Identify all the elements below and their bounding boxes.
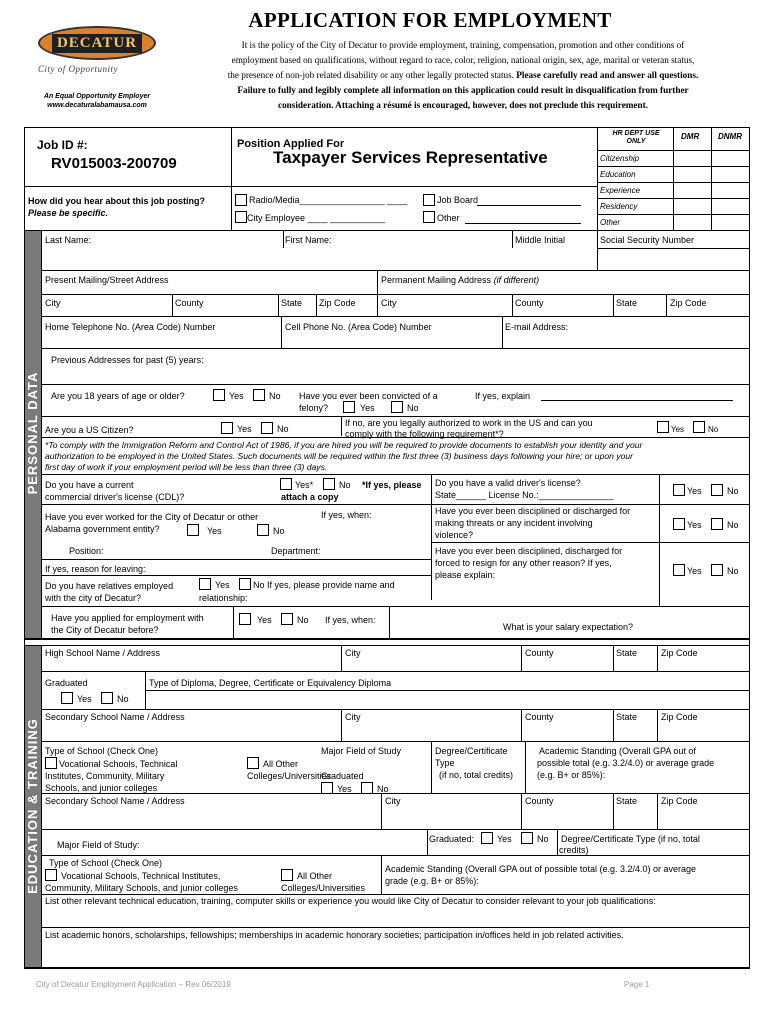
- dl-no-checkbox[interactable]: [711, 484, 723, 496]
- violence-yes-checkbox[interactable]: [673, 518, 685, 530]
- all-other-label: All Other: [263, 759, 299, 769]
- authorized-yes-label: Yes: [671, 425, 685, 434]
- forced-yes-label: Yes: [687, 566, 702, 576]
- city-employee-label: City Employee ____ ___________: [247, 213, 386, 223]
- ss2-graduated-label: Graduated:: [429, 834, 475, 844]
- last-name-label: Last Name:: [45, 235, 92, 245]
- all-other-checkbox[interactable]: [247, 757, 259, 769]
- relatives-question-line2: with the city of Decatur?: [45, 593, 142, 603]
- position-label: Position Applied For: [237, 138, 345, 150]
- hr-row-experience: Experience: [600, 186, 641, 195]
- reason-leaving-label: If yes, reason for leaving:: [45, 564, 146, 574]
- zip-label: Zip Code: [319, 298, 356, 308]
- cdl-attach-note: *If yes, please: [362, 480, 422, 490]
- hs-zip-label: Zip Code: [661, 648, 698, 658]
- colleges-label: Colleges/Universities: [247, 771, 332, 781]
- cdl-attach-copy: attach a copy: [281, 492, 339, 502]
- home-phone-label: Home Telephone No. (Area Code) Number: [45, 322, 216, 332]
- violence-question-line2: making threats or any incident involving: [435, 518, 593, 528]
- violence-yes-label: Yes: [687, 520, 702, 530]
- equal-opportunity-text: An Equal Opportunity Employer: [43, 93, 151, 100]
- policy-emphasis: Please carefully read and answer all questions.: [516, 70, 699, 80]
- forced-question-line3: please explain:: [435, 570, 496, 580]
- if-different-text: (if different): [493, 275, 540, 285]
- hs-state-label: State: [616, 648, 638, 658]
- radio-media-label: Radio/Media_________________ ____: [249, 195, 408, 205]
- policy-statement: [172, 38, 754, 113]
- personal-data-label: PERSONAL DATA: [25, 371, 40, 495]
- website-text: www.decaturalabamausa.com: [47, 102, 147, 109]
- age-question: Are you 18 years of age or older?: [51, 391, 185, 401]
- ss-county-label: County: [525, 712, 554, 722]
- felony-question-line1: Have you ever been convicted of a: [299, 391, 438, 401]
- applied-before-line1: Have you applied for employment with: [51, 613, 204, 623]
- age-yes-checkbox[interactable]: [213, 389, 225, 401]
- applied-no-checkbox[interactable]: [281, 613, 293, 625]
- relatives-provide-label: [253, 580, 395, 591]
- major-field-2-label: Major Field of Study:: [57, 840, 140, 850]
- dl-no-label: No: [727, 486, 739, 496]
- degree-cert-line1: Degree/Certificate: [435, 746, 508, 756]
- ss2-graduated-no-checkbox[interactable]: [521, 832, 533, 844]
- cell-phone-label: Cell Phone No. (Area Code) Number: [285, 322, 432, 332]
- forced-question-line2: forced to resign for any other reason? If yes,: [435, 558, 612, 568]
- present-address-label: Present Mailing/Street Address: [45, 275, 169, 285]
- authorized-question-line2: comply with the following requirement*?: [345, 429, 504, 439]
- logo-text: DECATUR: [52, 34, 142, 53]
- job-board-label: Job Board: [437, 195, 479, 205]
- hr-row-other: Other: [600, 218, 621, 227]
- citizen-yes-label: Yes: [237, 424, 252, 434]
- citizen-yes-checkbox[interactable]: [221, 422, 233, 434]
- authorized-no-checkbox[interactable]: [693, 421, 705, 433]
- felony-yes-checkbox[interactable]: [343, 401, 355, 413]
- cdl-question-line1: Do you have a current: [45, 480, 134, 490]
- perm-zip-label: Zip Code: [670, 298, 707, 308]
- perm-city-label: City: [381, 298, 397, 308]
- first-name-label: First Name:: [285, 235, 332, 245]
- city-signature-logo: City of Opportunity: [38, 64, 118, 74]
- all-other-2-checkbox[interactable]: [281, 869, 293, 881]
- hr-row-residency: Residency: [600, 202, 638, 211]
- colleges-2-label: Colleges/Universities: [281, 883, 366, 893]
- hr-dept-text: HR DEPT USE: [612, 130, 660, 137]
- degree-cert-line2: Type: [435, 758, 455, 768]
- ss2-county-label: County: [525, 796, 554, 806]
- city-label: City: [45, 298, 61, 308]
- irca-line3: first day of work if your employment period will be less than three (3) days.: [45, 462, 328, 472]
- cdl-no-label: No: [339, 480, 351, 490]
- hs-graduated-yes-label: Yes: [77, 694, 92, 704]
- citizen-no-label: No: [277, 424, 289, 434]
- position-value: Taxpayer Services Representative: [273, 148, 548, 167]
- hr-dept-label: [601, 130, 671, 146]
- policy-line: Failure to fully and legibly complete all information on this application could result in disqualification from further: [237, 85, 689, 95]
- academic-standing-line1: Academic Standing (Overall GPA out of: [539, 746, 696, 756]
- ss2-graduated-yes-checkbox[interactable]: [481, 832, 493, 844]
- relatives-no-label: No: [253, 580, 265, 590]
- worked-yes-label: Yes: [207, 526, 222, 536]
- secondary-school-2-label: Secondary School Name / Address: [45, 796, 185, 806]
- permanent-address-label: [381, 275, 539, 286]
- state-label: State: [281, 298, 303, 308]
- degree-cert-b-line2: credits): [559, 845, 589, 855]
- applied-before-line2: the City of Decatur before?: [51, 625, 159, 635]
- citizen-no-checkbox[interactable]: [261, 422, 273, 434]
- violence-no-label: No: [727, 520, 739, 530]
- forced-question-line1: Have you ever been disciplined, discharged for: [435, 546, 623, 556]
- worked-question-line2: Alabama government entity?: [45, 524, 160, 534]
- authorized-no-label: No: [708, 425, 719, 434]
- ss2-state-label: State: [616, 796, 638, 806]
- high-school-label: High School Name / Address: [45, 648, 161, 658]
- type-school-label: Type of School (Check One): [45, 746, 159, 756]
- diploma-type-label: Type of Diploma, Degree, Certificate or Equivalency Diploma: [149, 678, 392, 688]
- vocational-2-line1: Vocational Schools, Technical Institutes,: [61, 871, 221, 881]
- applied-yes-label: Yes: [257, 615, 272, 625]
- cdl-question-line2: commercial driver's license (CDL)?: [45, 492, 185, 502]
- worked-no-checkbox[interactable]: [257, 524, 269, 536]
- forced-no-checkbox[interactable]: [711, 564, 723, 576]
- age-no-label: No: [269, 391, 281, 401]
- job-id-label: Job ID #:: [37, 138, 88, 152]
- violence-no-checkbox[interactable]: [711, 518, 723, 530]
- relatives-yes-label: Yes: [215, 580, 230, 590]
- salary-expectation-label: What is your salary expectation?: [503, 622, 634, 632]
- violence-question-line1: Have you ever been disciplined or discharged for: [435, 506, 631, 516]
- perm-county-label: County: [515, 298, 544, 308]
- employer-info: [34, 92, 160, 110]
- dnmr-label: DNMR: [718, 132, 742, 141]
- vocational-label-line3: Schools, and junior colleges: [45, 783, 158, 793]
- violence-question-line3: violence?: [435, 530, 474, 540]
- worked-question-line1: Have you ever worked for the City of Decatur or other: [45, 512, 259, 522]
- dmr-label: DMR: [681, 132, 700, 141]
- honors-label: List academic honors, scholarships, fellowships; memberships in academic honorary societies; participation in/offices held in job related activities.: [45, 930, 624, 940]
- major-field-label: Major Field of Study: [321, 746, 402, 756]
- forced-no-label: No: [727, 566, 739, 576]
- vocational-2-checkbox[interactable]: [45, 869, 57, 881]
- ss2-city-label: City: [385, 796, 401, 806]
- felony-no-checkbox[interactable]: [391, 401, 403, 413]
- relatives-provide-text: If yes, please provide name and: [267, 580, 395, 590]
- hear-label: How did you hear about this job posting?: [28, 196, 205, 206]
- ss-state-label: State: [616, 712, 638, 722]
- application-form: [24, 127, 750, 969]
- hear-sublabel: Please be specific.: [28, 208, 109, 218]
- authorized-yes-checkbox[interactable]: [657, 421, 669, 433]
- worked-when-label: If yes, when:: [321, 510, 372, 520]
- ss-graduated-yes-label: Yes: [337, 784, 352, 794]
- irca-line1: *To comply with the Immigration Reform and Control Act of 1986, if you are hired you will be required to provide documents to establish your identity and your: [45, 440, 643, 450]
- ss2-zip-label: Zip Code: [661, 796, 698, 806]
- county-label: County: [175, 298, 204, 308]
- perm-state-label: State: [616, 298, 638, 308]
- irca-line2: authorization to be employed in the United States. Such documents will be required within the first three (3) business days following your hire; or upon your: [45, 451, 634, 461]
- other-source-checkbox[interactable]: [423, 211, 435, 223]
- ss-graduated-no-label: No: [377, 784, 389, 794]
- hs-graduated-no-label: No: [117, 694, 129, 704]
- felony-no-label: No: [407, 403, 419, 413]
- page-title: APPLICATION FOR EMPLOYMENT: [248, 8, 612, 32]
- citizen-question: Are you a US Citizen?: [45, 425, 134, 435]
- city-logo: [38, 26, 156, 60]
- ss2-graduated-no-label: No: [537, 834, 549, 844]
- job-id-value: RV015003-200709: [51, 155, 177, 172]
- ss-city-label: City: [345, 712, 361, 722]
- middle-initial-label: Middle Initial: [515, 235, 566, 245]
- age-yes-label: Yes: [229, 391, 244, 401]
- hs-graduated-label: Graduated: [45, 678, 88, 688]
- driver-license-state: State______ License No.:_______________: [435, 490, 614, 500]
- hr-row-education: Education: [600, 170, 636, 179]
- footer-revision: City of Decatur Employment Application – Rev 06/2019: [36, 980, 231, 989]
- dl-yes-checkbox[interactable]: [673, 484, 685, 496]
- vocational-2-line2: Community, Military Schools, and junior colleges: [45, 883, 238, 893]
- academic-standing-b-line2: grade (e.g. B+ or 85%):: [385, 876, 479, 886]
- vocational-label-line1: Vocational Schools, Technical: [59, 759, 178, 769]
- academic-standing-line3: (e.g. B+ or 85%):: [537, 770, 606, 780]
- applied-when-label: If yes, when:: [325, 615, 376, 625]
- position-label: Position:: [69, 546, 104, 556]
- other-source-label: Other: [437, 213, 460, 223]
- academic-standing-b-line1: Academic Standing (Overall GPA out of possible total (e.g. 3.2/4.0) or average: [385, 864, 697, 874]
- footer-page-number: Page 1: [624, 980, 650, 989]
- felony-question-line2: felony?: [299, 403, 329, 413]
- hs-county-label: County: [525, 648, 554, 658]
- cdl-yes-checkbox[interactable]: [280, 478, 292, 490]
- worked-no-label: No: [273, 526, 285, 536]
- ssn-label: Social Security Number: [600, 235, 695, 245]
- permanent-address-text: Permanent Mailing Address: [381, 275, 492, 285]
- city-employee-checkbox[interactable]: [235, 211, 247, 223]
- radio-media-checkbox[interactable]: [235, 194, 247, 206]
- applied-yes-checkbox[interactable]: [239, 613, 251, 625]
- relatives-no-checkbox[interactable]: [239, 578, 251, 590]
- cdl-yes-label: Yes*: [295, 480, 314, 490]
- previous-addresses-label: Previous Addresses for past (5) years:: [51, 355, 204, 365]
- policy-line: employment based on qualifications, without regard to race, color, religion, national origin, sex, age, marital or veteran status,: [231, 55, 695, 65]
- policy-line: [172, 68, 754, 83]
- felony-yes-label: Yes: [360, 403, 375, 413]
- ss-zip-label: Zip Code: [661, 712, 698, 722]
- policy-line: It is the policy of the City of Decatur to provide employment, training, compensation, promotion and other conditions of: [241, 40, 685, 50]
- worked-yes-checkbox[interactable]: [187, 524, 199, 536]
- ss-graduated-label: Graduated: [321, 771, 364, 781]
- age-no-checkbox[interactable]: [253, 389, 265, 401]
- secondary-school-label: Secondary School Name / Address: [45, 712, 185, 722]
- hr-row-citizenship: Citizenship: [600, 154, 640, 163]
- felony-explain-label: If yes, explain: [475, 391, 531, 401]
- degree-cert-b-line1: Degree/Certificate Type (if no, total: [561, 834, 700, 844]
- hs-graduated-yes-checkbox[interactable]: [61, 692, 73, 704]
- hs-graduated-no-checkbox[interactable]: [101, 692, 113, 704]
- policy-line: consideration. Attaching a résumé is encouraged, however, does not preclude this requirement.: [278, 100, 648, 110]
- relatives-yes-checkbox[interactable]: [199, 578, 211, 590]
- education-label: EDUCATION & TRAINING: [25, 718, 40, 894]
- other-training-label: List other relevant technical education, training, computer skills or experience you would like City of Decatur to consider relevant to your job qualifications:: [45, 896, 656, 906]
- all-other-2-label: All Other: [297, 871, 333, 881]
- driver-license-question: Do you have a valid driver's license?: [435, 478, 581, 488]
- hs-city-label: City: [345, 648, 361, 658]
- dl-yes-label: Yes: [687, 486, 702, 496]
- type-school-2-label: Type of School (Check One): [49, 858, 163, 868]
- vocational-label-line2: Institutes, Community, Military: [45, 771, 165, 781]
- job-board-checkbox[interactable]: [423, 194, 435, 206]
- hr-dept-text: ONLY: [626, 138, 646, 145]
- applied-no-label: No: [297, 615, 309, 625]
- email-label: E-mail Address:: [505, 322, 569, 332]
- forced-yes-checkbox[interactable]: [673, 564, 685, 576]
- degree-cert-line3: (if no, total credits): [439, 770, 514, 780]
- vocational-checkbox[interactable]: [45, 757, 57, 769]
- department-label: Department:: [271, 546, 321, 556]
- academic-standing-line2: possible total (e.g. 3.2/4.0) or average grade: [537, 758, 715, 768]
- policy-text: the presence of non-job related disability or any other legally protected status.: [227, 70, 514, 80]
- authorized-question-line1: If no, are you legally authorized to work in the US and can you: [345, 418, 593, 428]
- relationship-label: relationship:: [199, 593, 248, 603]
- relatives-question-line1: Do you have relatives employed: [45, 581, 174, 591]
- cdl-no-checkbox[interactable]: [323, 478, 335, 490]
- ss2-graduated-yes-label: Yes: [497, 834, 512, 844]
